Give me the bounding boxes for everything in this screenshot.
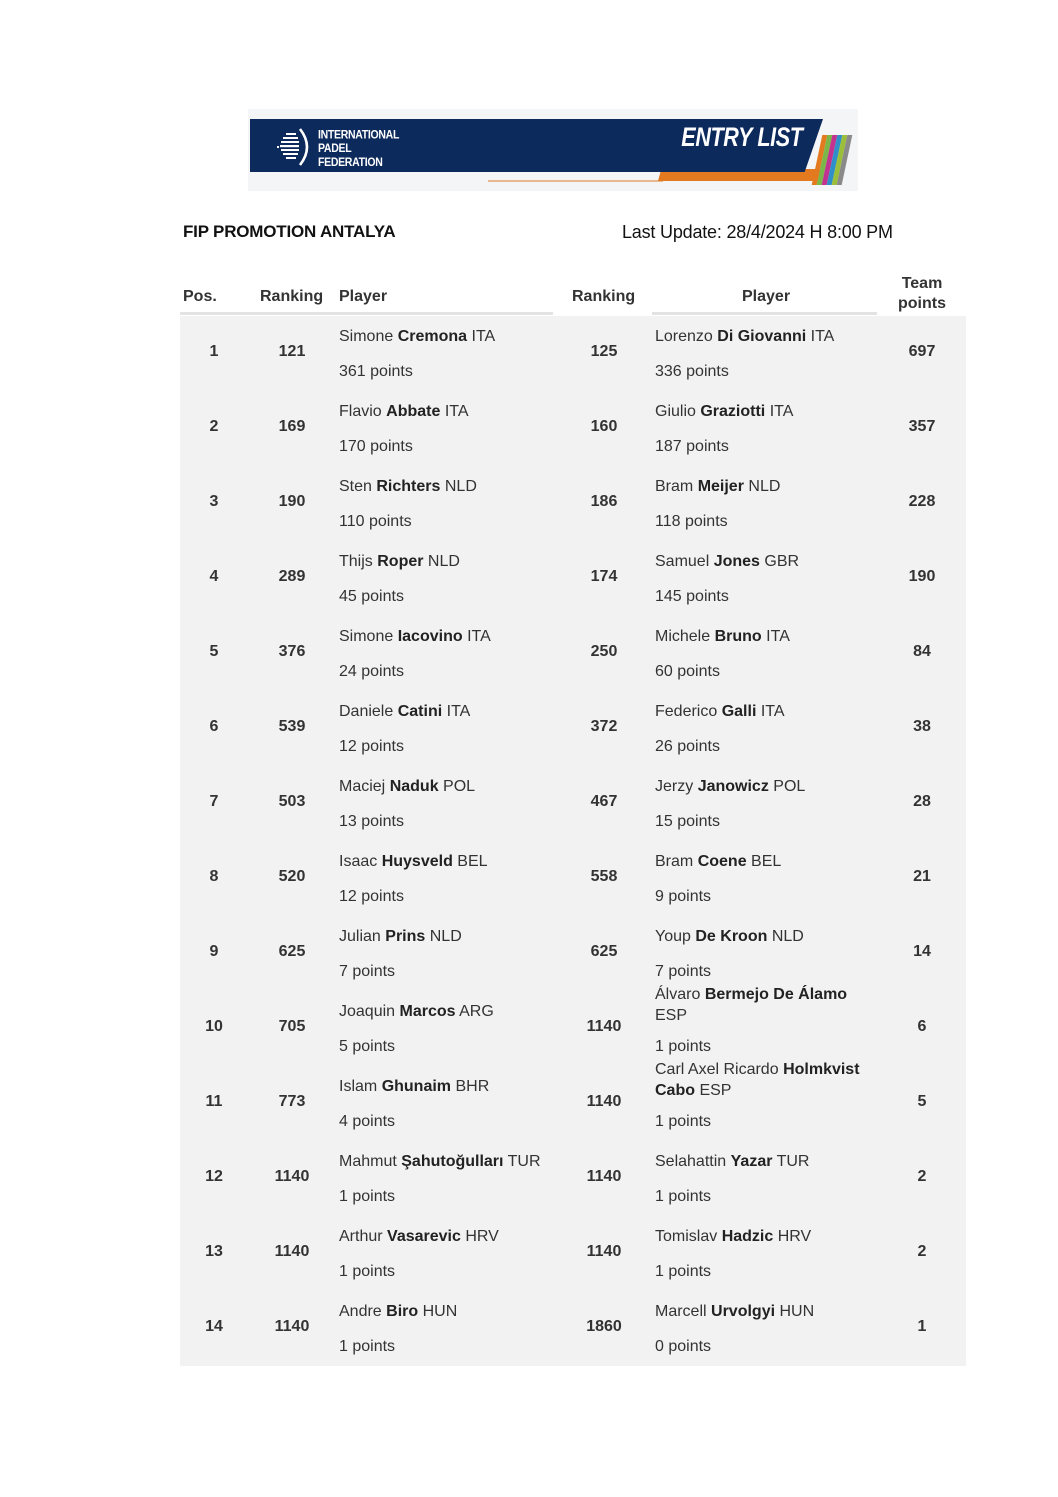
player-1-country: BEL xyxy=(457,853,488,870)
team-points: 28 xyxy=(913,793,931,810)
player-1-ranking: 539 xyxy=(278,718,306,735)
player-1-points: 170 points xyxy=(339,438,413,455)
player-1-name xyxy=(339,476,559,497)
player-1-first-name: Isaac xyxy=(339,853,378,870)
table-row xyxy=(180,691,966,766)
player-2-points: 336 points xyxy=(655,363,729,380)
player-2-ranking: 467 xyxy=(590,793,618,810)
banner-accent-line xyxy=(488,180,663,182)
player-2-ranking: 1140 xyxy=(586,1168,622,1185)
player-2-points: 15 points xyxy=(655,813,720,830)
player-1-country: HRV xyxy=(465,1228,499,1245)
team-points: 84 xyxy=(913,643,931,660)
table-row xyxy=(180,986,966,1066)
player-1-name xyxy=(339,701,559,722)
player-1-name xyxy=(339,1226,559,1247)
player-1-last-name: Huysveld xyxy=(381,853,453,870)
player-1-ranking: 1140 xyxy=(274,1243,310,1260)
player-1-country: BHR xyxy=(455,1078,490,1095)
player-1-country: ITA xyxy=(467,628,491,645)
player-1-points: 13 points xyxy=(339,813,404,830)
header-banner xyxy=(248,109,858,191)
player-1-name xyxy=(339,1076,559,1097)
player-2-country: GBR xyxy=(764,553,800,570)
player-2-name xyxy=(655,701,880,722)
team-points: 1 xyxy=(917,1318,927,1335)
player-1-last-name: Prins xyxy=(385,928,426,945)
position: 6 xyxy=(209,718,219,735)
player-1-name xyxy=(339,776,559,797)
player-2-country: ITA xyxy=(766,628,790,645)
player-2-name xyxy=(655,926,880,947)
header-team-points-line-1: Team xyxy=(901,275,943,292)
player-1-country: NLD xyxy=(427,553,460,570)
logo-text xyxy=(318,128,399,169)
team-points: 697 xyxy=(908,343,936,360)
player-1-ranking: 376 xyxy=(278,643,306,660)
player-2-country: NLD xyxy=(771,928,804,945)
player-1-name xyxy=(339,851,559,872)
player-1-points: 12 points xyxy=(339,888,404,905)
player-1-ranking: 625 xyxy=(278,943,306,960)
player-1-first-name: Joaquin xyxy=(339,1003,396,1020)
position: 13 xyxy=(205,1243,223,1260)
player-1-country: ITA xyxy=(446,703,471,720)
entry-table-body xyxy=(180,316,966,1366)
player-2-first-name: Jerzy xyxy=(655,778,694,795)
position: 1 xyxy=(209,343,219,360)
team-points: 2 xyxy=(917,1243,927,1260)
player-1-last-name: Abbate xyxy=(386,403,441,420)
team-points: 21 xyxy=(913,868,931,885)
player-2-last-name: Meijer xyxy=(697,478,744,495)
player-2-points: 1 points xyxy=(655,1263,712,1280)
player-2-name xyxy=(655,984,880,1026)
player-1-first-name: Mahmut xyxy=(339,1153,397,1170)
position: 12 xyxy=(205,1168,223,1185)
position: 3 xyxy=(209,493,219,510)
player-1-first-name: Thijs xyxy=(339,553,373,570)
player-2-country: ESP xyxy=(655,1007,688,1024)
table-row xyxy=(180,1141,966,1216)
header-underline-left xyxy=(180,312,553,315)
player-1-name xyxy=(339,551,559,572)
team-points: 190 xyxy=(908,568,936,585)
position: 10 xyxy=(205,1018,223,1035)
player-2-ranking: 174 xyxy=(590,568,618,585)
player-2-ranking: 1860 xyxy=(586,1318,622,1335)
player-1-first-name: Andre xyxy=(339,1303,382,1320)
player-2-country: BEL xyxy=(751,853,782,870)
position: 14 xyxy=(205,1318,223,1335)
player-1-first-name: Arthur xyxy=(339,1228,383,1245)
player-1-country: HUN xyxy=(422,1303,458,1320)
player-2-first-name: Michele xyxy=(655,628,711,645)
position: 5 xyxy=(209,643,219,660)
player-2-name xyxy=(655,401,880,422)
player-1-ranking: 773 xyxy=(278,1093,306,1110)
player-2-points: 118 points xyxy=(655,513,728,530)
player-1-first-name: Flavio xyxy=(339,403,382,420)
player-2-country: ITA xyxy=(810,328,835,345)
header-player-1: Player xyxy=(339,288,388,305)
player-1-ranking: 289 xyxy=(278,568,306,585)
logo-line-1: INTERNATIONAL xyxy=(318,128,400,142)
player-2-country: NLD xyxy=(748,478,781,495)
player-2-points: 60 points xyxy=(655,663,720,680)
table-row xyxy=(180,1291,966,1366)
player-1-ranking: 121 xyxy=(278,343,306,360)
player-2-ranking: 625 xyxy=(590,943,618,960)
player-1-name xyxy=(339,401,559,422)
banner-heading: ENTRY LIST xyxy=(681,122,803,152)
player-2-last-name: Bruno xyxy=(714,628,762,645)
player-2-ranking: 125 xyxy=(590,343,618,360)
player-2-ranking: 372 xyxy=(590,718,618,735)
player-1-points: 1 points xyxy=(339,1338,396,1355)
player-2-name xyxy=(655,326,880,347)
player-1-points: 24 points xyxy=(339,663,404,680)
player-2-last-name: Urvolgyi xyxy=(711,1303,776,1320)
player-1-last-name: Catini xyxy=(397,703,443,720)
player-1-name xyxy=(339,626,559,647)
player-1-name xyxy=(339,326,559,347)
table-row xyxy=(180,316,966,391)
player-1-ranking: 1140 xyxy=(274,1168,310,1185)
player-2-last-name: Bermejo De Álamo xyxy=(704,986,848,1003)
player-1-points: 1 points xyxy=(339,1188,396,1205)
player-2-points: 1 points xyxy=(655,1188,712,1205)
position: 9 xyxy=(209,943,219,960)
header-team-points-line-2: points xyxy=(898,295,946,312)
player-2-points: 9 points xyxy=(655,888,712,905)
team-points: 5 xyxy=(917,1093,927,1110)
header-ranking-2: Ranking xyxy=(572,288,636,305)
header-underline-right xyxy=(652,312,877,315)
player-1-ranking: 705 xyxy=(278,1018,306,1035)
table-row xyxy=(180,766,966,841)
player-2-name xyxy=(655,776,880,797)
player-2-first-name: Lorenzo xyxy=(655,328,713,345)
player-1-last-name: Ghunaim xyxy=(381,1078,452,1095)
last-update: Last Update: 28/4/2024 H 8:00 PM xyxy=(622,222,893,242)
player-2-first-name: Samuel xyxy=(655,553,710,570)
player-1-ranking: 1140 xyxy=(274,1318,310,1335)
player-2-ranking: 1140 xyxy=(586,1018,622,1035)
table-row xyxy=(180,391,966,466)
player-1-country: ITA xyxy=(471,328,496,345)
player-1-points: 12 points xyxy=(339,738,404,755)
player-1-points: 361 points xyxy=(339,363,413,380)
player-2-name xyxy=(655,1151,880,1172)
player-1-points: 5 points xyxy=(339,1038,396,1055)
player-2-name xyxy=(655,551,880,572)
table-row xyxy=(180,841,966,916)
player-2-last-name: Di Giovanni xyxy=(717,328,807,345)
team-points: 357 xyxy=(908,418,936,435)
player-2-first-name: Federico xyxy=(655,703,718,720)
position: 7 xyxy=(209,793,219,810)
player-1-first-name: Maciej xyxy=(339,778,386,795)
player-2-country: TUR xyxy=(776,1153,810,1170)
player-1-name xyxy=(339,926,559,947)
player-2-first-name: Bram xyxy=(655,478,694,495)
player-1-last-name: Vasarevic xyxy=(387,1228,461,1245)
player-1-points: 4 points xyxy=(339,1113,396,1130)
player-1-last-name: Cremona xyxy=(397,328,468,345)
team-points: 38 xyxy=(913,718,931,735)
position: 4 xyxy=(209,568,219,585)
player-2-name xyxy=(655,1226,880,1247)
player-2-ranking: 250 xyxy=(590,643,618,660)
team-points: 14 xyxy=(913,943,931,960)
player-2-country: ITA xyxy=(760,703,785,720)
table-row xyxy=(180,916,966,991)
player-2-ranking: 1140 xyxy=(586,1243,622,1260)
player-2-points: 145 points xyxy=(655,588,729,605)
player-2-first-name: Youp xyxy=(655,928,691,945)
position: 8 xyxy=(209,868,219,885)
padel-ball-logo-icon xyxy=(276,127,314,167)
fip-logo xyxy=(276,125,406,169)
header-ranking-1: Ranking xyxy=(260,288,324,305)
table-row xyxy=(180,1061,966,1141)
player-2-ranking: 1140 xyxy=(586,1093,622,1110)
player-1-first-name: Simone xyxy=(339,328,394,345)
player-1-last-name: Roper xyxy=(377,553,424,570)
player-2-points: 1 points xyxy=(655,1038,712,1055)
player-1-first-name: Simone xyxy=(339,628,394,645)
tournament-title: FIP PROMOTION ANTALYA xyxy=(183,222,396,241)
player-2-name xyxy=(655,626,880,647)
player-2-first-name: Carl Axel Ricardo xyxy=(655,1061,779,1078)
player-2-first-name: Álvaro xyxy=(655,986,701,1003)
player-2-country: HUN xyxy=(779,1303,815,1320)
table-row xyxy=(180,541,966,616)
player-2-ranking: 558 xyxy=(590,868,618,885)
player-2-last-name: Holmkvist Cabo xyxy=(655,1061,860,1099)
player-1-last-name: Richters xyxy=(376,478,441,495)
position: 2 xyxy=(209,418,219,435)
player-1-points: 1 points xyxy=(339,1263,396,1280)
player-2-country: ESP xyxy=(699,1082,732,1099)
player-1-points: 7 points xyxy=(339,963,396,980)
player-1-country: NLD xyxy=(444,478,477,495)
player-2-last-name: Galli xyxy=(721,703,757,720)
player-2-first-name: Tomislav xyxy=(655,1228,718,1245)
player-1-country: TUR xyxy=(507,1153,541,1170)
logo-line-2: PADEL xyxy=(318,141,352,156)
header-player-2: Player xyxy=(742,288,791,305)
player-1-last-name: Şahutoğulları xyxy=(401,1153,504,1170)
team-points: 228 xyxy=(908,493,936,510)
player-2-last-name: Hadzic xyxy=(721,1228,774,1245)
player-1-name xyxy=(339,1301,559,1322)
player-1-ranking: 190 xyxy=(278,493,306,510)
player-2-country: POL xyxy=(773,778,806,795)
player-2-last-name: Janowicz xyxy=(697,778,769,795)
player-2-first-name: Marcell xyxy=(655,1303,707,1320)
player-1-last-name: Biro xyxy=(386,1303,419,1320)
logo-line-3: FEDERATION xyxy=(318,155,383,170)
player-2-country: HRV xyxy=(777,1228,812,1245)
player-1-last-name: Iacovino xyxy=(397,628,463,645)
player-2-last-name: De Kroon xyxy=(695,928,768,945)
player-2-ranking: 160 xyxy=(590,418,618,435)
team-points: 6 xyxy=(917,1018,927,1035)
player-2-points: 187 points xyxy=(655,438,729,455)
player-2-last-name: Graziotti xyxy=(700,403,766,420)
player-1-ranking: 503 xyxy=(278,793,306,810)
player-2-first-name: Giulio xyxy=(655,403,696,420)
player-1-first-name: Sten xyxy=(339,478,372,495)
player-2-name xyxy=(655,1301,880,1322)
player-2-first-name: Selahattin xyxy=(655,1153,727,1170)
player-2-last-name: Jones xyxy=(713,553,760,570)
player-2-points: 0 points xyxy=(655,1338,712,1355)
player-1-country: NLD xyxy=(429,928,462,945)
player-2-last-name: Yazar xyxy=(730,1153,773,1170)
player-1-country: ARG xyxy=(459,1003,494,1020)
player-2-first-name: Bram xyxy=(655,853,694,870)
player-2-country: ITA xyxy=(769,403,794,420)
player-2-points: 26 points xyxy=(655,738,720,755)
player-1-last-name: Marcos xyxy=(399,1003,456,1020)
player-2-name xyxy=(655,851,880,872)
player-1-points: 110 points xyxy=(339,513,412,530)
player-2-ranking: 186 xyxy=(590,493,618,510)
player-1-points: 45 points xyxy=(339,588,404,605)
player-1-country: ITA xyxy=(444,403,469,420)
player-2-name xyxy=(655,476,880,497)
table-header xyxy=(180,272,966,316)
player-1-first-name: Islam xyxy=(339,1078,378,1095)
banner-color-stripes xyxy=(803,135,851,185)
team-points: 2 xyxy=(917,1168,927,1185)
player-1-first-name: Daniele xyxy=(339,703,394,720)
player-2-last-name: Coene xyxy=(697,853,747,870)
player-2-name xyxy=(655,1059,880,1101)
player-1-country: POL xyxy=(443,778,476,795)
player-2-points: 7 points xyxy=(655,963,712,980)
table-row xyxy=(180,616,966,691)
header-team-points xyxy=(886,274,958,314)
player-1-ranking: 520 xyxy=(278,868,306,885)
player-2-points: 1 points xyxy=(655,1113,712,1130)
player-1-ranking: 169 xyxy=(278,418,306,435)
player-1-first-name: Julian xyxy=(339,928,381,945)
player-1-name xyxy=(339,1001,559,1022)
player-1-name xyxy=(339,1151,559,1172)
position: 11 xyxy=(205,1093,223,1110)
table-row xyxy=(180,466,966,541)
header-pos: Pos. xyxy=(183,288,217,305)
player-1-last-name: Naduk xyxy=(389,778,439,795)
table-row xyxy=(180,1216,966,1291)
